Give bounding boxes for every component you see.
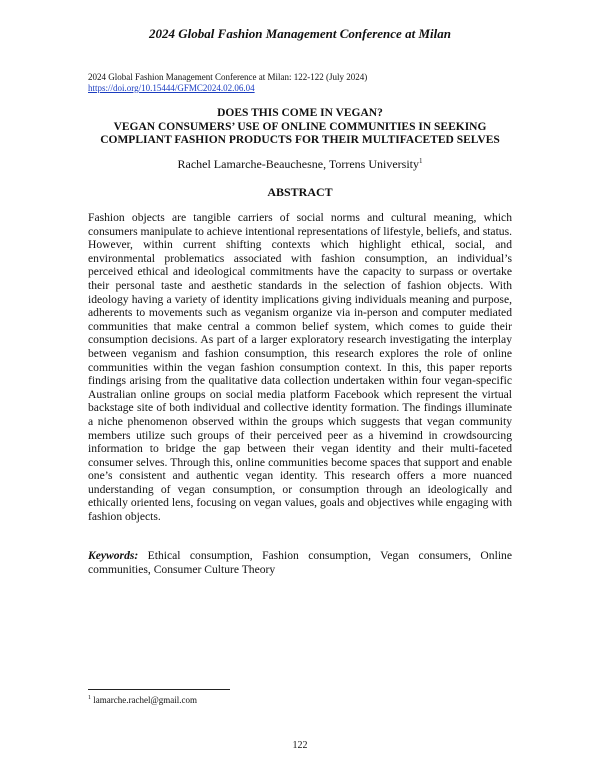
keywords [88, 549, 512, 577]
running-head: 2024 Global Fashion Management Conference at Milan [149, 26, 451, 41]
paper-title [60, 107, 540, 148]
footnote-mark: 1 [88, 695, 91, 701]
abstract-heading: ABSTRACT [267, 185, 333, 199]
doi-link[interactable]: https://doi.org/10.15444/GFMC2024.02.06.04 [88, 83, 255, 93]
footnote [88, 695, 197, 705]
citation-line: 2024 Global Fashion Management Conference at Milan: 122-122 (July 2024) [88, 72, 368, 82]
page-number: 122 [292, 740, 308, 751]
title-line-2: VEGAN CONSUMERS’ USE OF ONLINE COMMUNITIES IN SEEKING [113, 120, 487, 133]
title-line-3: COMPLIANT FASHION PRODUCTS FOR THEIR MULTIFACETED SELVES [100, 134, 500, 146]
author-footnote-mark: 1 [419, 157, 423, 165]
citation-block [88, 72, 367, 94]
author-line [0, 157, 600, 172]
author-name: Rachel Lamarche-Beauchesne, Torrens University [177, 157, 419, 171]
abstract-body: Fashion objects are tangible carriers of social norms and cultural meaning, which consumers manipulate to achieve intentional representations of lifestyle, beliefs, and status. However, within current shifting contexts which highlight ethical, social, and environmental problematics associated with fashion consumption, an individual’s perceived ethical and ideological commitments have the capacity to surpass or overtake their personal taste and aesthetic standards in the selection of fashion objects. With ideology having a variety of identity implications giving individuals meaning and purpose, adherents to movements such as veganism organize via in-person and computer mediated communities that make central a common belief system, which comes to guide their consumption decisions. As part of a larger exploratory research investigating the interplay between veganism and fashion consumption, this research explores the role of online communities within the vegan fashion consumption context. In this, this paper reports findings arising from the qualitative data collection undertaken within four vegan-specific Australian online groups on social media platform Facebook which represent the virtual backstage site of both individual and collective identity formation. The findings illuminate a niche phenomenon observed within the groups which suggests that vegan community members utilize such groups of their perceived peer as a hivemind in crowdsourcing information to bridge the gap between their vegan identity and their multi-faceted consumer selves. Through this, online communities become spaces that support and enable one’s consistent and authentic vegan identity. This research offers a more nuanced understanding of vegan consumption, or consumption through an ideologically and ethically oriented lens, focusing on vegan values, goals and objectives while engaging with fashion objects. [88, 211, 513, 524]
footnote-email: lamarche.rachel@gmail.com [91, 695, 197, 705]
keywords-label: Keywords: [88, 549, 139, 562]
footnote-divider [88, 689, 230, 690]
title-line-1: DOES THIS COME IN VEGAN? [217, 107, 383, 119]
keywords-text: Ethical consumption, Fashion consumption, Vegan consumers, Online communities, Consumer Culture Theory [88, 549, 512, 576]
